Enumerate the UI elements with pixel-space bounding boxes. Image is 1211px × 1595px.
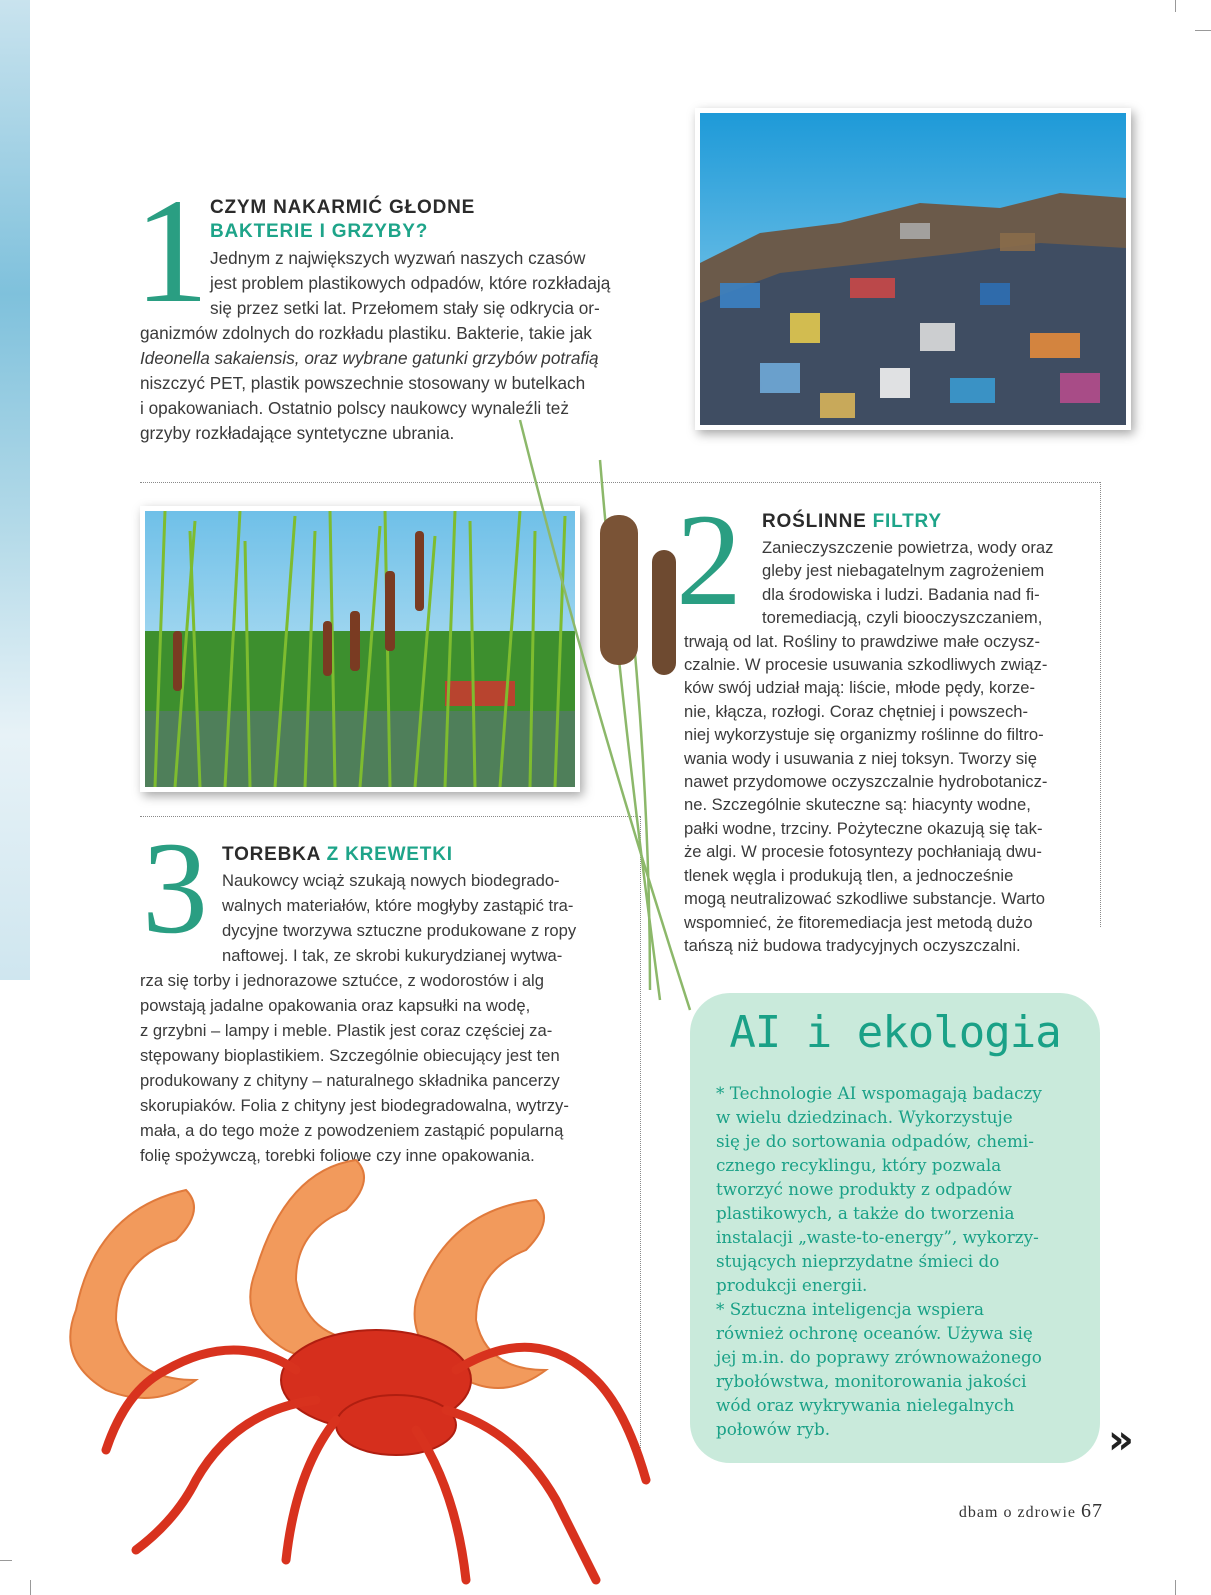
next-page-arrow-icon: » (1108, 1417, 1134, 1463)
section-2-title-accent: FILTRY (872, 511, 942, 532)
ai-box-line: instalacji „waste-to-energy”, wykorzy- (716, 1227, 1039, 1247)
section-1-line: i opakowaniach. Ostatnio polscy naukowcy wynaleźli też (140, 398, 569, 418)
section-2-line: czalnie. W procesie usuwania szkodliwych związ- (684, 655, 1048, 675)
section-1-line: się przez setki lat. Przełomem stały się odkrycia or- (210, 298, 600, 318)
section-3-line: produkowany z chityny – naturalnego składnika pancerzy (140, 1071, 560, 1090)
ai-box-body (716, 1081, 1086, 1441)
section-3-title-accent: Z KREWETKI (326, 844, 453, 865)
section-2-line: tańszą niż budowa tradycyjnych oczyszczalni. (684, 935, 1021, 955)
section-2-line: trwają od lat. Rośliny to prawdziwe małe oczysz- (684, 631, 1040, 651)
section-2-body (684, 536, 1104, 957)
section-3-line: skorupiaków. Folia z chityny jest biodegradowalna, wytrzy- (140, 1096, 569, 1115)
ai-box-line: * Sztuczna inteligencja wspiera (716, 1299, 985, 1319)
ai-box-line: produkcji energii. (716, 1275, 868, 1295)
crop-mark (1175, 0, 1176, 12)
landfill-illustration (700, 113, 1126, 425)
ai-box-line: stujących nieprzydatne śmieci do (716, 1251, 1000, 1271)
section-2-line: Zanieczyszczenie powietrza, wody oraz (762, 538, 1054, 557)
section-number-2: 2 (676, 486, 742, 633)
section-number-3: 3 (142, 814, 208, 961)
ai-box-line: cznego recyklingu, który pozwala (716, 1155, 1002, 1175)
ai-box-line: również ochronę oceanów. Używa się (716, 1323, 1033, 1343)
section-1-line: Jednym z największych wyzwań naszych czasów (210, 248, 586, 268)
section-2-line: tlenek węgla i produkują tlen, a jednocześnie (684, 865, 1014, 885)
section-3-line: dycyjne tworzywa sztuczne produkowane z ropy (222, 921, 577, 940)
section-2-line: ne. Szczególnie skuteczne są: hiacynty wodne, (684, 795, 1031, 815)
section-2-title-plain: ROŚLINNE (762, 511, 873, 532)
section-1-line: Ideonella sakaiensis, oraz wybrane gatunki grzybów potrafią (140, 348, 599, 368)
section-1-line: jest problem plastikowych odpadów, które rozkładają (210, 273, 611, 293)
section-number-1: 1 (134, 168, 209, 334)
section-3-line: powstają jadalne opakowania oraz kapsułki na wodę, (140, 996, 531, 1015)
section-2-line: pałki wodne, trzciny. Pożyteczne okazują się tak- (684, 818, 1043, 838)
section-3-title (222, 844, 453, 866)
section-2-line: niej wykorzystuje się organizmy roślinne do filtro- (684, 725, 1044, 745)
crop-mark (1195, 30, 1211, 31)
section-1-line: ganizmów zdolnych do rozkładu plastiku. Bakterie, takie jak (140, 323, 592, 343)
section-3-line: rza się torby i jednorazowe sztućce, z wodorostów i alg (140, 971, 544, 990)
cattail-illustration (500, 400, 720, 1020)
section-2-line: wania wody i usuwania z niej toksyn. Tworzy się (684, 748, 1037, 768)
section-3-title-plain: TOREBKA (222, 844, 327, 865)
section-3-line: walnych materiałów, które mogłyby zastąpić tra- (222, 896, 574, 915)
ai-box-line: połowów ryb. (716, 1419, 831, 1439)
section-2-line: nie, kłącza, rozłogi. Coraz chętniej i powszech- (684, 701, 1029, 721)
landfill-photo (695, 108, 1131, 430)
magazine-name: dbam o zdrowie (958, 1504, 1076, 1521)
ai-box-line: się je do sortowania odpadów, chemi- (716, 1131, 1034, 1151)
shrimp-and-crab-illustration (36, 1150, 696, 1590)
crop-mark (0, 1560, 12, 1561)
section-1-title-line2: BAKTERIE I GRZYBY? (210, 221, 429, 242)
ai-box-line: rybołówstwa, monitorowania jakości (716, 1371, 1027, 1391)
page-footer (959, 1500, 1103, 1523)
section-3-line: Naukowcy wciąż szukają nowych biodegrado- (222, 871, 560, 890)
ai-box-line: * Technologie AI wspomagają badaczy (716, 1083, 1042, 1103)
section-1-line: grzyby rozkładające syntetyczne ubrania. (140, 423, 455, 443)
section-2-line: ków swój udział mają: liście, młode pędy, korze- (684, 678, 1036, 698)
section-3-line: stępowany bioplastikiem. Szczególnie obiecujący jest ten (140, 1046, 560, 1065)
section-2-line: dla środowiska i ludzi. Badania nad fi- (762, 584, 1040, 604)
section-2-line: wspomnieć, że fitoremediacja jest metodą dużo (684, 912, 1033, 932)
ai-ecology-box (690, 993, 1100, 1463)
crop-mark (30, 1580, 31, 1595)
ai-box-line: w wielu dziedzinach. Wykorzystuje (716, 1107, 1013, 1127)
page-number: 67 (1081, 1500, 1103, 1522)
section-2-line: gleby jest niebagatelnym zagrożeniem (762, 561, 1045, 581)
section-2-line: nawet przydomowe oczyszczalnie hydrobotanicz- (684, 772, 1048, 792)
ai-box-line: tworzyć nowe produkty z odpadów (716, 1179, 1012, 1199)
section-1-line: niszczyć PET, plastik powszechnie stosowany w butelkach (140, 373, 586, 393)
section-2-line: toremediacją, czyli biooczyszczaniem, (762, 608, 1043, 628)
section-2-line: mogą neutralizować szkodliwe substancje. Warto (684, 889, 1045, 909)
left-edge-photo-strip (0, 0, 30, 980)
section-2-title (762, 511, 942, 533)
ai-box-line: wód oraz wykrywania nielegalnych (716, 1395, 1015, 1415)
section-2-line: że algi. W procesie fotosyntezy pochłaniają dwu- (684, 842, 1042, 862)
section-3-line: folię spożywczą, torebki foliowe czy inne opakowania. (140, 1146, 535, 1165)
section-3-line: mała, a do tego może z powodzeniem zastąpić popularną (140, 1121, 564, 1140)
section-3-line: z grzybni – lampy i meble. Plastik jest coraz częściej za- (140, 1021, 553, 1040)
crop-mark (1175, 1580, 1176, 1595)
section-1-title-line1: CZYM NAKARMIĆ GŁODNE (210, 197, 476, 218)
ai-box-line: plastikowych, a także do tworzenia (716, 1203, 1015, 1223)
ai-box-line: jej m.in. do poprawy zrównoważonego (716, 1347, 1042, 1367)
ai-box-title: AI i ekologia (729, 1007, 1061, 1058)
section-3-line: naftowej. I tak, ze skrobi kukurydzianej wytwa- (222, 946, 563, 965)
